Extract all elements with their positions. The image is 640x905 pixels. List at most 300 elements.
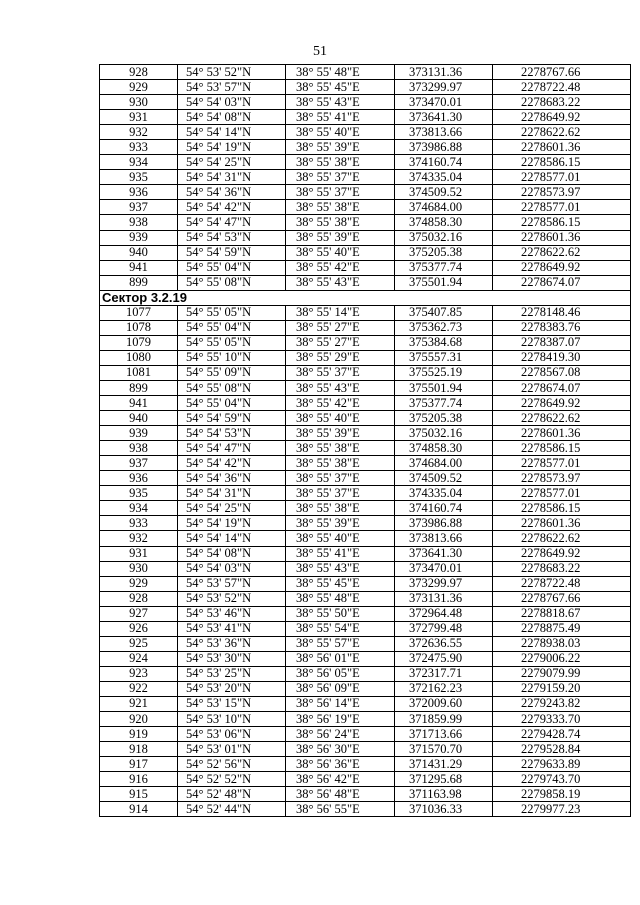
point-number-cell: 933 xyxy=(100,516,178,531)
x-coordinate-cell: 372964.48 xyxy=(395,606,493,621)
table-row xyxy=(100,65,631,80)
point-number-cell: 1078 xyxy=(100,320,178,335)
latitude-cell: 54° 52' 56"N xyxy=(178,757,286,772)
point-number-cell: 899 xyxy=(100,380,178,395)
y-coordinate-cell: 2279159.20 xyxy=(493,681,631,696)
y-coordinate-cell: 2278938.03 xyxy=(493,636,631,651)
point-number-cell: 923 xyxy=(100,666,178,681)
y-coordinate-cell: 2278622.62 xyxy=(493,245,631,260)
point-number-cell: 922 xyxy=(100,681,178,696)
latitude-cell: 54° 54' 03"N xyxy=(178,95,286,110)
point-number-cell: 936 xyxy=(100,471,178,486)
y-coordinate-cell: 2279333.70 xyxy=(493,712,631,727)
point-number-cell: 916 xyxy=(100,772,178,787)
point-number-cell: 939 xyxy=(100,230,178,245)
y-coordinate-cell: 2279243.82 xyxy=(493,696,631,711)
longitude-cell: 38° 56' 19"E xyxy=(286,712,395,727)
latitude-cell: 54° 54' 14"N xyxy=(178,125,286,140)
sector-title: Сектор 3.2.19 xyxy=(100,290,631,305)
latitude-cell: 54° 54' 31"N xyxy=(178,170,286,185)
longitude-cell: 38° 55' 43"E xyxy=(286,561,395,576)
table-row xyxy=(100,727,631,742)
latitude-cell: 54° 54' 19"N xyxy=(178,516,286,531)
longitude-cell: 38° 55' 45"E xyxy=(286,80,395,95)
latitude-cell: 54° 54' 25"N xyxy=(178,155,286,170)
longitude-cell: 38° 55' 14"E xyxy=(286,305,395,320)
x-coordinate-cell: 373641.30 xyxy=(395,546,493,561)
point-number-cell: 914 xyxy=(100,802,178,817)
longitude-cell: 38° 55' 42"E xyxy=(286,260,395,275)
y-coordinate-cell: 2278577.01 xyxy=(493,486,631,501)
x-coordinate-cell: 374160.74 xyxy=(395,155,493,170)
table-row xyxy=(100,411,631,426)
latitude-cell: 54° 53' 25"N xyxy=(178,666,286,681)
x-coordinate-cell: 373131.36 xyxy=(395,591,493,606)
x-coordinate-cell: 373641.30 xyxy=(395,110,493,125)
table-row xyxy=(100,155,631,170)
table-row xyxy=(100,125,631,140)
y-coordinate-cell: 2278567.08 xyxy=(493,365,631,380)
y-coordinate-cell: 2278767.66 xyxy=(493,65,631,80)
y-coordinate-cell: 2278586.15 xyxy=(493,155,631,170)
latitude-cell: 54° 54' 31"N xyxy=(178,486,286,501)
table-row xyxy=(100,531,631,546)
latitude-cell: 54° 53' 52"N xyxy=(178,65,286,80)
longitude-cell: 38° 55' 38"E xyxy=(286,155,395,170)
point-number-cell: 934 xyxy=(100,501,178,516)
table-row xyxy=(100,215,631,230)
y-coordinate-cell: 2278573.97 xyxy=(493,185,631,200)
x-coordinate-cell: 375501.94 xyxy=(395,275,493,290)
latitude-cell: 54° 54' 08"N xyxy=(178,110,286,125)
x-coordinate-cell: 375501.94 xyxy=(395,380,493,395)
point-number-cell: 931 xyxy=(100,110,178,125)
sector-header-row xyxy=(100,290,631,305)
latitude-cell: 54° 54' 08"N xyxy=(178,546,286,561)
point-number-cell: 926 xyxy=(100,621,178,636)
table-row xyxy=(100,501,631,516)
y-coordinate-cell: 2278577.01 xyxy=(493,200,631,215)
table-row xyxy=(100,651,631,666)
table-row xyxy=(100,365,631,380)
x-coordinate-cell: 371859.99 xyxy=(395,712,493,727)
table-row xyxy=(100,441,631,456)
x-coordinate-cell: 374684.00 xyxy=(395,200,493,215)
latitude-cell: 54° 54' 19"N xyxy=(178,140,286,155)
point-number-cell: 935 xyxy=(100,170,178,185)
table-row xyxy=(100,230,631,245)
y-coordinate-cell: 2278573.97 xyxy=(493,471,631,486)
y-coordinate-cell: 2279428.74 xyxy=(493,727,631,742)
y-coordinate-cell: 2279743.70 xyxy=(493,772,631,787)
y-coordinate-cell: 2278649.92 xyxy=(493,110,631,125)
table-section-top xyxy=(100,65,631,291)
point-number-cell: 918 xyxy=(100,742,178,757)
longitude-cell: 38° 55' 38"E xyxy=(286,215,395,230)
x-coordinate-cell: 373813.66 xyxy=(395,125,493,140)
y-coordinate-cell: 2278722.48 xyxy=(493,80,631,95)
table-row xyxy=(100,140,631,155)
x-coordinate-cell: 375525.19 xyxy=(395,365,493,380)
latitude-cell: 54° 54' 59"N xyxy=(178,411,286,426)
latitude-cell: 54° 55' 10"N xyxy=(178,350,286,365)
longitude-cell: 38° 55' 48"E xyxy=(286,65,395,80)
x-coordinate-cell: 371431.29 xyxy=(395,757,493,772)
x-coordinate-cell: 371713.66 xyxy=(395,727,493,742)
longitude-cell: 38° 55' 37"E xyxy=(286,471,395,486)
latitude-cell: 54° 53' 20"N xyxy=(178,681,286,696)
longitude-cell: 38° 55' 40"E xyxy=(286,411,395,426)
y-coordinate-cell: 2279006.22 xyxy=(493,651,631,666)
x-coordinate-cell: 373299.97 xyxy=(395,576,493,591)
latitude-cell: 54° 53' 30"N xyxy=(178,651,286,666)
point-number-cell: 936 xyxy=(100,185,178,200)
longitude-cell: 38° 56' 09"E xyxy=(286,681,395,696)
point-number-cell: 899 xyxy=(100,275,178,290)
latitude-cell: 54° 54' 59"N xyxy=(178,245,286,260)
latitude-cell: 54° 53' 10"N xyxy=(178,712,286,727)
y-coordinate-cell: 2278586.15 xyxy=(493,441,631,456)
y-coordinate-cell: 2278419.30 xyxy=(493,350,631,365)
latitude-cell: 54° 53' 41"N xyxy=(178,621,286,636)
y-coordinate-cell: 2278577.01 xyxy=(493,170,631,185)
point-number-cell: 933 xyxy=(100,140,178,155)
y-coordinate-cell: 2278649.92 xyxy=(493,260,631,275)
longitude-cell: 38° 55' 43"E xyxy=(286,275,395,290)
x-coordinate-cell: 375032.16 xyxy=(395,230,493,245)
latitude-cell: 54° 55' 08"N xyxy=(178,275,286,290)
table-row xyxy=(100,576,631,591)
x-coordinate-cell: 373299.97 xyxy=(395,80,493,95)
point-number-cell: 930 xyxy=(100,561,178,576)
longitude-cell: 38° 55' 45"E xyxy=(286,576,395,591)
latitude-cell: 54° 54' 36"N xyxy=(178,471,286,486)
table-row xyxy=(100,320,631,335)
longitude-cell: 38° 55' 39"E xyxy=(286,140,395,155)
y-coordinate-cell: 2278649.92 xyxy=(493,546,631,561)
y-coordinate-cell: 2278683.22 xyxy=(493,561,631,576)
point-number-cell: 930 xyxy=(100,95,178,110)
x-coordinate-cell: 371295.68 xyxy=(395,772,493,787)
point-number-cell: 1077 xyxy=(100,305,178,320)
y-coordinate-cell: 2278586.15 xyxy=(493,215,631,230)
latitude-cell: 54° 54' 53"N xyxy=(178,426,286,441)
longitude-cell: 38° 55' 37"E xyxy=(286,185,395,200)
point-number-cell: 1080 xyxy=(100,350,178,365)
point-number-cell: 941 xyxy=(100,260,178,275)
x-coordinate-cell: 373986.88 xyxy=(395,516,493,531)
point-number-cell: 915 xyxy=(100,787,178,802)
latitude-cell: 54° 54' 42"N xyxy=(178,200,286,215)
latitude-cell: 54° 53' 46"N xyxy=(178,606,286,621)
point-number-cell: 1081 xyxy=(100,365,178,380)
table-row xyxy=(100,185,631,200)
y-coordinate-cell: 2278649.92 xyxy=(493,396,631,411)
table-section-bottom xyxy=(100,305,631,817)
table-row xyxy=(100,200,631,215)
table-row xyxy=(100,591,631,606)
point-number-cell: 932 xyxy=(100,125,178,140)
latitude-cell: 54° 53' 52"N xyxy=(178,591,286,606)
longitude-cell: 38° 55' 43"E xyxy=(286,380,395,395)
point-number-cell: 940 xyxy=(100,411,178,426)
table-row xyxy=(100,561,631,576)
x-coordinate-cell: 375205.38 xyxy=(395,245,493,260)
x-coordinate-cell: 372317.71 xyxy=(395,666,493,681)
latitude-cell: 54° 53' 36"N xyxy=(178,636,286,651)
longitude-cell: 38° 56' 48"E xyxy=(286,787,395,802)
x-coordinate-cell: 375377.74 xyxy=(395,260,493,275)
point-number-cell: 928 xyxy=(100,65,178,80)
x-coordinate-cell: 372009.60 xyxy=(395,696,493,711)
x-coordinate-cell: 372475.90 xyxy=(395,651,493,666)
x-coordinate-cell: 375377.74 xyxy=(395,396,493,411)
latitude-cell: 54° 54' 53"N xyxy=(178,230,286,245)
x-coordinate-cell: 373470.01 xyxy=(395,95,493,110)
table-row xyxy=(100,396,631,411)
point-number-cell: 934 xyxy=(100,155,178,170)
point-number-cell: 935 xyxy=(100,486,178,501)
y-coordinate-cell: 2279977.23 xyxy=(493,802,631,817)
longitude-cell: 38° 55' 39"E xyxy=(286,426,395,441)
x-coordinate-cell: 374335.04 xyxy=(395,486,493,501)
x-coordinate-cell: 372162.23 xyxy=(395,681,493,696)
latitude-cell: 54° 53' 06"N xyxy=(178,727,286,742)
latitude-cell: 54° 52' 48"N xyxy=(178,787,286,802)
y-coordinate-cell: 2278818.67 xyxy=(493,606,631,621)
table-row xyxy=(100,666,631,681)
point-number-cell: 917 xyxy=(100,757,178,772)
x-coordinate-cell: 373131.36 xyxy=(395,65,493,80)
latitude-cell: 54° 53' 57"N xyxy=(178,576,286,591)
longitude-cell: 38° 56' 42"E xyxy=(286,772,395,787)
longitude-cell: 38° 55' 38"E xyxy=(286,441,395,456)
x-coordinate-cell: 375362.73 xyxy=(395,320,493,335)
table-row xyxy=(100,696,631,711)
point-number-cell: 925 xyxy=(100,636,178,651)
y-coordinate-cell: 2278674.07 xyxy=(493,380,631,395)
table-row xyxy=(100,170,631,185)
latitude-cell: 54° 55' 08"N xyxy=(178,380,286,395)
page-number: 51 xyxy=(313,44,327,59)
point-number-cell: 931 xyxy=(100,546,178,561)
table-row xyxy=(100,350,631,365)
latitude-cell: 54° 55' 04"N xyxy=(178,396,286,411)
y-coordinate-cell: 2278601.36 xyxy=(493,426,631,441)
longitude-cell: 38° 55' 29"E xyxy=(286,350,395,365)
x-coordinate-cell: 373470.01 xyxy=(395,561,493,576)
x-coordinate-cell: 374335.04 xyxy=(395,170,493,185)
point-number-cell: 927 xyxy=(100,606,178,621)
table-row xyxy=(100,245,631,260)
y-coordinate-cell: 2279633.89 xyxy=(493,757,631,772)
x-coordinate-cell: 375384.68 xyxy=(395,335,493,350)
point-number-cell: 937 xyxy=(100,200,178,215)
point-number-cell: 938 xyxy=(100,215,178,230)
point-number-cell: 932 xyxy=(100,531,178,546)
x-coordinate-cell: 372799.48 xyxy=(395,621,493,636)
y-coordinate-cell: 2279858.19 xyxy=(493,787,631,802)
longitude-cell: 38° 55' 42"E xyxy=(286,396,395,411)
x-coordinate-cell: 371163.98 xyxy=(395,787,493,802)
longitude-cell: 38° 56' 05"E xyxy=(286,666,395,681)
latitude-cell: 54° 55' 09"N xyxy=(178,365,286,380)
table-row xyxy=(100,380,631,395)
x-coordinate-cell: 374160.74 xyxy=(395,501,493,516)
latitude-cell: 54° 52' 44"N xyxy=(178,802,286,817)
latitude-cell: 54° 53' 57"N xyxy=(178,80,286,95)
longitude-cell: 38° 55' 38"E xyxy=(286,200,395,215)
longitude-cell: 38° 55' 41"E xyxy=(286,546,395,561)
point-number-cell: 937 xyxy=(100,456,178,471)
x-coordinate-cell: 375407.85 xyxy=(395,305,493,320)
table-row xyxy=(100,110,631,125)
point-number-cell: 939 xyxy=(100,426,178,441)
longitude-cell: 38° 55' 27"E xyxy=(286,335,395,350)
y-coordinate-cell: 2278601.36 xyxy=(493,140,631,155)
point-number-cell: 940 xyxy=(100,245,178,260)
y-coordinate-cell: 2278875.49 xyxy=(493,621,631,636)
coordinates-table xyxy=(99,64,631,817)
y-coordinate-cell: 2278148.46 xyxy=(493,305,631,320)
latitude-cell: 54° 55' 04"N xyxy=(178,320,286,335)
latitude-cell: 54° 52' 52"N xyxy=(178,772,286,787)
longitude-cell: 38° 55' 38"E xyxy=(286,456,395,471)
table-row xyxy=(100,80,631,95)
y-coordinate-cell: 2278622.62 xyxy=(493,411,631,426)
table-row xyxy=(100,621,631,636)
sector-header-section xyxy=(100,290,631,305)
x-coordinate-cell: 374509.52 xyxy=(395,185,493,200)
longitude-cell: 38° 56' 01"E xyxy=(286,651,395,666)
y-coordinate-cell: 2279079.99 xyxy=(493,666,631,681)
point-number-cell: 919 xyxy=(100,727,178,742)
table-row xyxy=(100,546,631,561)
x-coordinate-cell: 374858.30 xyxy=(395,215,493,230)
x-coordinate-cell: 374509.52 xyxy=(395,471,493,486)
point-number-cell: 938 xyxy=(100,441,178,456)
latitude-cell: 54° 55' 04"N xyxy=(178,260,286,275)
x-coordinate-cell: 375205.38 xyxy=(395,411,493,426)
longitude-cell: 38° 56' 36"E xyxy=(286,757,395,772)
x-coordinate-cell: 374684.00 xyxy=(395,456,493,471)
point-number-cell: 920 xyxy=(100,712,178,727)
y-coordinate-cell: 2278601.36 xyxy=(493,230,631,245)
y-coordinate-cell: 2278622.62 xyxy=(493,531,631,546)
table-row xyxy=(100,606,631,621)
table-row xyxy=(100,95,631,110)
table-row xyxy=(100,681,631,696)
table-row xyxy=(100,636,631,651)
table-row xyxy=(100,456,631,471)
longitude-cell: 38° 55' 54"E xyxy=(286,621,395,636)
latitude-cell: 54° 53' 15"N xyxy=(178,696,286,711)
longitude-cell: 38° 56' 24"E xyxy=(286,727,395,742)
y-coordinate-cell: 2278722.48 xyxy=(493,576,631,591)
x-coordinate-cell: 373813.66 xyxy=(395,531,493,546)
x-coordinate-cell: 375557.31 xyxy=(395,350,493,365)
table-row xyxy=(100,787,631,802)
x-coordinate-cell: 374858.30 xyxy=(395,441,493,456)
point-number-cell: 941 xyxy=(100,396,178,411)
point-number-cell: 1079 xyxy=(100,335,178,350)
latitude-cell: 54° 54' 36"N xyxy=(178,185,286,200)
longitude-cell: 38° 56' 55"E xyxy=(286,802,395,817)
table-row xyxy=(100,516,631,531)
x-coordinate-cell: 371036.33 xyxy=(395,802,493,817)
longitude-cell: 38° 55' 43"E xyxy=(286,95,395,110)
x-coordinate-cell: 373986.88 xyxy=(395,140,493,155)
longitude-cell: 38° 56' 14"E xyxy=(286,696,395,711)
latitude-cell: 54° 55' 05"N xyxy=(178,335,286,350)
y-coordinate-cell: 2278601.36 xyxy=(493,516,631,531)
longitude-cell: 38° 55' 37"E xyxy=(286,486,395,501)
table-row xyxy=(100,426,631,441)
x-coordinate-cell: 372636.55 xyxy=(395,636,493,651)
y-coordinate-cell: 2278622.62 xyxy=(493,125,631,140)
latitude-cell: 54° 54' 14"N xyxy=(178,531,286,546)
point-number-cell: 929 xyxy=(100,576,178,591)
table-row xyxy=(100,772,631,787)
latitude-cell: 54° 54' 42"N xyxy=(178,456,286,471)
point-number-cell: 921 xyxy=(100,696,178,711)
longitude-cell: 38° 55' 57"E xyxy=(286,636,395,651)
longitude-cell: 38° 55' 38"E xyxy=(286,501,395,516)
latitude-cell: 54° 54' 47"N xyxy=(178,215,286,230)
longitude-cell: 38° 55' 40"E xyxy=(286,125,395,140)
y-coordinate-cell: 2279528.84 xyxy=(493,742,631,757)
longitude-cell: 38° 56' 30"E xyxy=(286,742,395,757)
table-row xyxy=(100,802,631,817)
longitude-cell: 38° 55' 40"E xyxy=(286,531,395,546)
longitude-cell: 38° 55' 40"E xyxy=(286,245,395,260)
table-row xyxy=(100,471,631,486)
table-row xyxy=(100,757,631,772)
table-row xyxy=(100,486,631,501)
longitude-cell: 38° 55' 27"E xyxy=(286,320,395,335)
longitude-cell: 38° 55' 39"E xyxy=(286,230,395,245)
latitude-cell: 54° 54' 03"N xyxy=(178,561,286,576)
y-coordinate-cell: 2278383.76 xyxy=(493,320,631,335)
table-row xyxy=(100,712,631,727)
y-coordinate-cell: 2278577.01 xyxy=(493,456,631,471)
table-row xyxy=(100,305,631,320)
point-number-cell: 929 xyxy=(100,80,178,95)
point-number-cell: 928 xyxy=(100,591,178,606)
longitude-cell: 38° 55' 39"E xyxy=(286,516,395,531)
y-coordinate-cell: 2278387.07 xyxy=(493,335,631,350)
y-coordinate-cell: 2278586.15 xyxy=(493,501,631,516)
point-number-cell: 924 xyxy=(100,651,178,666)
y-coordinate-cell: 2278767.66 xyxy=(493,591,631,606)
longitude-cell: 38° 55' 41"E xyxy=(286,110,395,125)
y-coordinate-cell: 2278683.22 xyxy=(493,95,631,110)
longitude-cell: 38° 55' 48"E xyxy=(286,591,395,606)
latitude-cell: 54° 55' 05"N xyxy=(178,305,286,320)
x-coordinate-cell: 375032.16 xyxy=(395,426,493,441)
table-row xyxy=(100,335,631,350)
latitude-cell: 54° 53' 01"N xyxy=(178,742,286,757)
latitude-cell: 54° 54' 25"N xyxy=(178,501,286,516)
x-coordinate-cell: 371570.70 xyxy=(395,742,493,757)
longitude-cell: 38° 55' 50"E xyxy=(286,606,395,621)
longitude-cell: 38° 55' 37"E xyxy=(286,365,395,380)
y-coordinate-cell: 2278674.07 xyxy=(493,275,631,290)
table-row xyxy=(100,275,631,290)
longitude-cell: 38° 55' 37"E xyxy=(286,170,395,185)
table-row xyxy=(100,260,631,275)
table-row xyxy=(100,742,631,757)
